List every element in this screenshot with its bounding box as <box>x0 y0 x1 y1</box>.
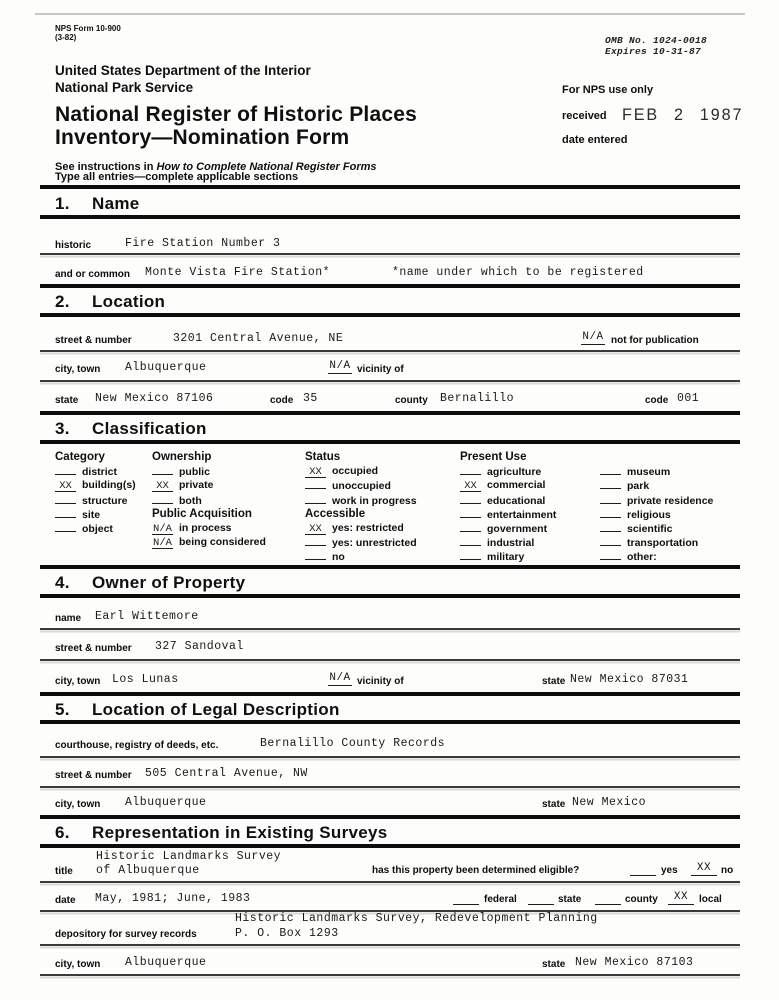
public-acquisition-header: Public Acquisition <box>152 507 252 520</box>
county-checkbox-label: county <box>625 894 658 905</box>
legal-city-value: Albuquerque <box>125 796 207 809</box>
section-rule <box>40 440 740 444</box>
section2-number: 2. <box>55 292 70 311</box>
state-checkbox-label: state <box>558 894 582 905</box>
checkbox-district <box>55 463 76 475</box>
option-both: both <box>152 492 266 506</box>
section1-heading: Name <box>92 194 140 213</box>
option-commercial: XX commercial <box>460 477 556 491</box>
option-entertainment: entertainment <box>460 506 556 520</box>
ownership-header: Ownership <box>152 451 212 463</box>
courthouse-label: courthouse, registry of deeds, etc. <box>55 740 219 751</box>
form-title-line1: National Register of Historic Places <box>55 103 417 126</box>
option-agriculture: agriculture <box>460 463 556 477</box>
option-educational: educational <box>460 492 556 506</box>
section5-number: 5. <box>55 700 70 719</box>
option-transportation: transportation <box>600 534 713 548</box>
checkbox-work-in-progress <box>305 492 326 504</box>
depository-value-line1: Historic Landmarks Survey, Redevelopment Planning <box>235 912 598 925</box>
option-no: no <box>305 548 417 562</box>
instructions-line2: Type all entries—complete applicable sections <box>55 171 299 183</box>
legal-state-label: state <box>542 799 566 810</box>
option-yes-unrestricted: yes: unrestricted <box>305 534 417 548</box>
checkbox-park <box>600 477 621 489</box>
option-park: park <box>600 477 713 491</box>
checkbox-religious <box>600 506 621 518</box>
checkbox-in-process: N/A <box>153 522 172 535</box>
county-checkbox <box>595 891 621 905</box>
checkbox-structure <box>55 492 76 504</box>
common-name-note: *name under which to be registered <box>392 266 644 279</box>
option-work-in-progress: work in progress <box>305 492 417 506</box>
checkbox-museum <box>600 463 621 475</box>
and-or-common-label: and or common <box>55 269 131 280</box>
section3-heading: Classification <box>92 419 207 438</box>
checkbox-object <box>55 520 76 532</box>
option-private-residence: private residence <box>600 492 713 506</box>
option-military: military <box>460 548 556 562</box>
depository-value-line2: P. O. Box 1293 <box>235 927 339 940</box>
checkbox-educational <box>460 492 481 504</box>
common-name-value: Monte Vista Fire Station* <box>145 266 331 279</box>
survey-title-value-line1: Historic Landmarks Survey <box>96 850 282 863</box>
section-rule <box>40 594 740 598</box>
option-structure: structure <box>55 492 136 506</box>
not-for-publication-na-mark: N/A <box>582 331 604 343</box>
survey-city-value: Albuquerque <box>125 956 207 969</box>
field-line <box>40 944 740 946</box>
eligible-no-label: no <box>721 865 734 876</box>
nps-title: National Park Service <box>55 80 194 95</box>
historic-value: Fire Station Number 3 <box>125 237 281 250</box>
option-yes-restricted: XX yes: restricted <box>305 520 417 534</box>
checkbox-private-residence <box>600 492 621 504</box>
owner-state-value: New Mexico 87031 <box>570 673 689 686</box>
option-being-considered: N/A being considered <box>153 536 266 550</box>
survey-city-label: city, town <box>55 959 101 970</box>
date-entered-label: date entered <box>562 134 628 146</box>
section-rule <box>40 284 740 288</box>
option-religious: religious <box>600 506 713 520</box>
present-use-column-2 <box>600 449 713 563</box>
option-industrial: industrial <box>460 534 556 548</box>
nps-form-revision: (3-82) <box>55 33 77 42</box>
field-line <box>40 253 740 255</box>
accessible-header: Accessible <box>305 507 366 520</box>
field-line <box>40 659 740 661</box>
street-number-label: street & number <box>55 335 132 346</box>
spacer-row <box>600 449 713 463</box>
checkbox-yes-restricted: XX <box>305 523 326 535</box>
field-line <box>40 881 740 883</box>
state-code-value: 35 <box>303 392 318 405</box>
survey-title-label: title <box>55 866 73 877</box>
legal-street-value: 505 Central Avenue, NW <box>145 767 308 780</box>
checkbox-private: XX <box>152 480 173 492</box>
checkbox-unoccupied <box>305 477 326 489</box>
checkbox-being-considered: N/A <box>153 537 172 550</box>
city-town-value: Albuquerque <box>125 361 207 374</box>
checkbox-commercial: XX <box>460 480 481 492</box>
checkbox-transportation <box>600 534 621 546</box>
dept-interior-title: United States Department of the Interior <box>55 63 311 78</box>
state-value: New Mexico 87106 <box>95 392 214 405</box>
section5-heading: Location of Legal Description <box>92 700 340 719</box>
status-column <box>305 449 417 563</box>
option-in-process: N/A in process <box>153 521 232 535</box>
county-label: county <box>395 395 428 406</box>
local-checkbox: XX <box>668 891 694 905</box>
option-occupied: XX occupied <box>305 463 417 477</box>
nps-form-number: NPS Form 10-900 <box>55 24 121 33</box>
checkbox-entertainment <box>460 506 481 518</box>
county-code-value: 001 <box>677 392 700 405</box>
checkbox-public <box>152 463 173 475</box>
state-code-label: code <box>270 395 294 406</box>
field-line <box>40 628 740 630</box>
present-use-column <box>460 449 556 563</box>
checkbox-agriculture <box>460 463 481 475</box>
checkbox-scientific <box>600 520 621 532</box>
field-line <box>40 380 740 382</box>
eligible-yes-checkbox <box>630 862 656 876</box>
owner-city-value: Los Lunas <box>112 673 179 686</box>
field-line <box>40 756 740 758</box>
owner-state-label: state <box>542 676 566 687</box>
survey-title-value-line2: of Albuquerque <box>96 864 200 877</box>
checkbox-industrial <box>460 534 481 546</box>
section2-heading: Location <box>92 292 166 311</box>
present-use-header: Present Use <box>460 451 527 463</box>
county-value: Bernalillo <box>440 392 515 405</box>
ownership-column <box>152 449 266 548</box>
option-government: government <box>460 520 556 534</box>
survey-date-value: May, 1981; June, 1983 <box>95 892 251 905</box>
survey-state-label: state <box>542 959 566 970</box>
federal-label: federal <box>484 894 517 905</box>
field-line <box>40 786 740 788</box>
section-rule <box>40 844 740 848</box>
historic-label: historic <box>55 240 92 251</box>
checkbox-other <box>600 548 621 560</box>
instructions-prefix: See instructions in <box>55 161 157 173</box>
option-buildings: XX building(s) <box>55 477 136 491</box>
received-date-stamp: FEB 2 1987 <box>622 105 744 124</box>
section-rule <box>40 313 740 317</box>
checkbox-yes-unrestricted <box>305 534 326 546</box>
omb-expires: Expires 10-31-87 <box>605 46 702 57</box>
checkbox-both <box>152 492 173 504</box>
received-label: received <box>562 110 607 122</box>
legal-city-label: city, town <box>55 799 101 810</box>
legal-street-label: street & number <box>55 770 132 781</box>
omb-number: OMB No. 1024-0018 <box>605 35 708 46</box>
option-district: district <box>55 463 136 477</box>
owner-name-value: Earl Wittemore <box>95 610 199 623</box>
category-column <box>55 449 136 534</box>
option-object: object <box>55 520 136 534</box>
category-header: Category <box>55 451 105 463</box>
courthouse-value: Bernalillo County Records <box>260 737 446 750</box>
instructions-manual-title: How to Complete National Register Forms <box>156 161 377 173</box>
checkbox-military <box>460 548 481 560</box>
federal-checkbox <box>453 891 479 905</box>
option-scientific: scientific <box>600 520 713 534</box>
section-rule <box>40 815 740 819</box>
section1-number: 1. <box>55 194 70 213</box>
local-checkbox-label: local <box>699 894 722 905</box>
section-rule <box>40 411 740 415</box>
scan-edge-line <box>35 13 745 15</box>
state-checkbox <box>528 891 554 905</box>
option-site: site <box>55 506 136 520</box>
city-town-label: city, town <box>55 364 101 375</box>
option-other: other: <box>600 548 713 562</box>
county-code-label: code <box>645 395 669 406</box>
checkbox-buildings: XX <box>55 480 76 492</box>
eligible-no-checkbox: XX <box>691 862 717 876</box>
eligible-yes-label: yes <box>661 865 678 876</box>
owner-street-value: 327 Sandoval <box>155 640 244 653</box>
street-number-value: 3201 Central Avenue, NE <box>173 332 344 345</box>
field-line <box>40 974 740 976</box>
section4-number: 4. <box>55 573 70 592</box>
section6-heading: Representation in Existing Surveys <box>92 823 388 842</box>
section6-number: 6. <box>55 823 70 842</box>
option-public: public <box>152 463 266 477</box>
owner-vicinity-label: vicinity of <box>357 676 404 687</box>
option-museum: museum <box>600 463 713 477</box>
legal-state-value: New Mexico <box>572 796 647 809</box>
vicinity-of-label: vicinity of <box>357 364 404 375</box>
section-rule <box>40 215 740 219</box>
checkbox-occupied: XX <box>305 466 326 478</box>
eligible-question-label: has this property been determined eligible? <box>372 865 580 876</box>
checkbox-no <box>305 548 326 560</box>
section-rule <box>40 720 740 724</box>
not-for-publication-label: not for publication <box>611 335 699 346</box>
owner-vicinity-na-mark: N/A <box>329 672 351 684</box>
owner-city-label: city, town <box>55 676 101 687</box>
survey-date-label: date <box>55 895 76 906</box>
status-header: Status <box>305 451 341 463</box>
checkbox-site <box>55 506 76 518</box>
state-label: state <box>55 395 79 406</box>
section-rule <box>40 565 740 569</box>
checkbox-government <box>460 520 481 532</box>
nps-use-only-label: For NPS use only <box>562 84 654 96</box>
option-unoccupied: unoccupied <box>305 477 417 491</box>
survey-state-value: New Mexico 87103 <box>575 956 694 969</box>
field-line <box>40 350 740 352</box>
section-rule <box>40 185 740 189</box>
owner-street-label: street & number <box>55 643 132 654</box>
owner-name-label: name <box>55 613 82 624</box>
vicinity-na-mark: N/A <box>329 360 351 372</box>
section4-heading: Owner of Property <box>92 573 246 592</box>
section3-number: 3. <box>55 419 70 438</box>
section-rule <box>40 692 740 696</box>
option-private: XX private <box>152 477 266 491</box>
form-title-line2: Inventory—Nomination Form <box>55 126 350 149</box>
depository-label: depository for survey records <box>55 929 197 940</box>
